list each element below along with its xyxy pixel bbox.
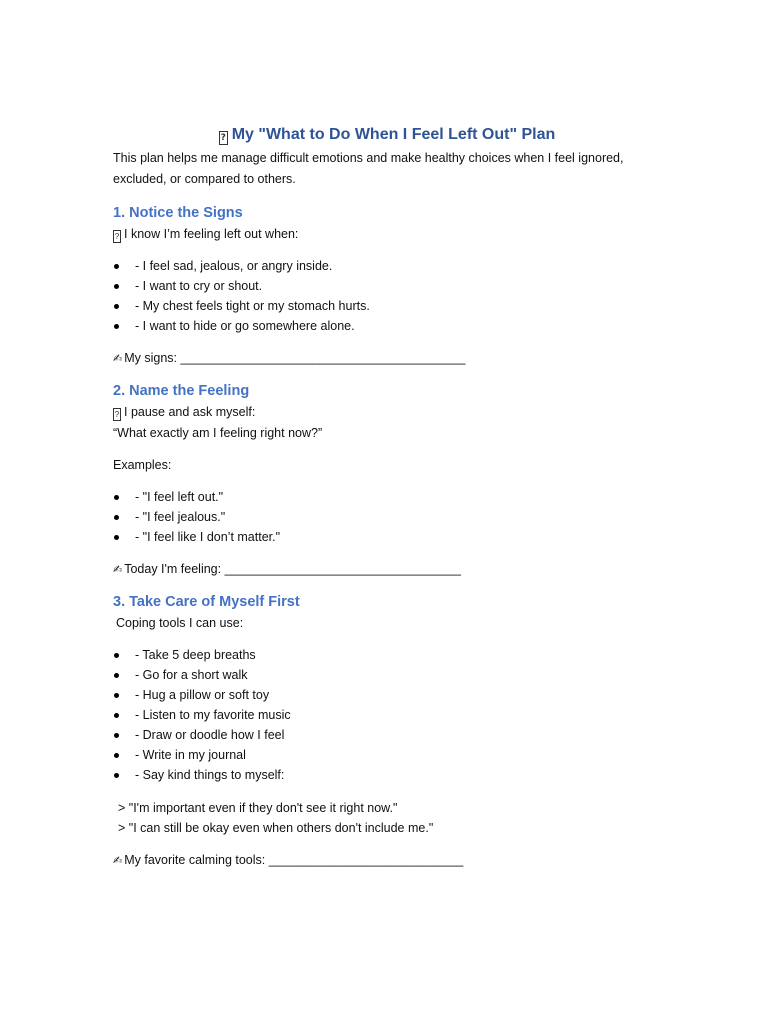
section-2-heading: 2. Name the Feeling [113, 383, 250, 399]
list-item-text: - "I feel like I don’t matter." [135, 530, 281, 544]
bullet-icon [114, 495, 119, 500]
list-item [113, 296, 653, 316]
section-1-lead-text: I know I’m feeling left out when: [124, 227, 299, 241]
section-2-lead [113, 402, 653, 423]
section-1-fill-prompt [113, 348, 653, 369]
list-item-text: - Go for a short walk [135, 668, 248, 682]
section-3-list [113, 645, 653, 785]
list-item-text: - "I feel left out." [135, 490, 224, 504]
list-item-text: - "I feel jealous." [135, 510, 226, 524]
bullet-icon [114, 324, 119, 329]
writing-hand-icon: ✍ [113, 352, 123, 365]
list-item-text: - Say kind things to myself: [135, 768, 285, 782]
section-1-lead [113, 224, 653, 245]
fill-prompt-text: Today I'm feeling: __________________________________ [124, 562, 461, 576]
bullet-icon [114, 673, 119, 678]
section-3-fill-prompt [113, 850, 653, 871]
bullet-icon [114, 653, 119, 658]
missing-glyph-icon: ? [114, 410, 120, 419]
bullet-icon [114, 713, 119, 718]
list-item-text: - Listen to my favorite music [135, 708, 291, 722]
section-2-list [113, 487, 653, 547]
list-item [113, 665, 653, 685]
intro-line-1: This plan helps me manage difficult emotions and make healthy choices when I feel ignored, [113, 151, 624, 165]
missing-glyph-icon: ? [114, 232, 120, 241]
list-item-text: - My chest feels tight or my stomach hurts. [135, 299, 370, 313]
bullet-icon [114, 773, 119, 778]
bullet-icon [114, 753, 119, 758]
section-2-lead-text: I pause and ask myself: [124, 405, 256, 419]
list-item [113, 316, 653, 336]
list-item-text: - Write in my journal [135, 748, 246, 762]
list-item [113, 645, 653, 665]
list-item [113, 256, 653, 276]
page-title [113, 123, 653, 147]
bullet-icon [114, 693, 119, 698]
section-2-examples-label: Examples: [113, 458, 172, 472]
list-item [113, 705, 653, 725]
document-page [113, 123, 653, 871]
list-item-text: - Take 5 deep breaths [135, 648, 256, 662]
section-3-heading: 3. Take Care of Myself First [113, 594, 300, 610]
list-item [113, 487, 653, 507]
bullet-icon [114, 535, 119, 540]
list-item [113, 725, 653, 745]
list-item [113, 745, 653, 765]
section-1-heading: 1. Notice the Signs [113, 205, 243, 221]
writing-hand-icon: ✍ [113, 563, 123, 576]
bullet-icon [114, 264, 119, 269]
list-item [113, 765, 653, 785]
list-item [113, 276, 653, 296]
quote-line: > "I'm important even if they don't see it right now." [118, 801, 398, 815]
list-item-text: - I want to hide or go somewhere alone. [135, 319, 355, 333]
page-title-text: My "What to Do When I Feel Left Out" Plan [231, 126, 556, 143]
list-item [113, 527, 653, 547]
list-item [113, 685, 653, 705]
bullet-icon [114, 515, 119, 520]
intro-line-2: excluded, or compared to others. [113, 172, 296, 186]
section-2-fill-prompt [113, 559, 653, 580]
section-1-list [113, 256, 653, 336]
list-item [113, 507, 653, 527]
section-3-lead: Coping tools I can use: [116, 616, 244, 630]
list-item-text: - I feel sad, jealous, or angry inside. [135, 259, 333, 273]
writing-hand-icon: ✍ [113, 854, 123, 867]
affirmation-quotes [113, 798, 653, 838]
list-item-text: - I want to cry or shout. [135, 279, 263, 293]
bullet-icon [114, 304, 119, 309]
fill-prompt-text: My signs: _________________________________________ [124, 351, 466, 365]
bullet-icon [114, 284, 119, 289]
bullet-icon [114, 733, 119, 738]
section-2-question: “What exactly am I feeling right now?” [113, 426, 323, 440]
list-item-text: - Hug a pillow or soft toy [135, 688, 270, 702]
quote-line: > "I can still be okay even when others don't include me." [118, 821, 434, 835]
list-item-text: - Draw or doodle how I feel [135, 728, 285, 742]
fill-prompt-text: My favorite calming tools: ____________________________ [124, 853, 464, 867]
missing-glyph-icon: ? [220, 133, 226, 143]
